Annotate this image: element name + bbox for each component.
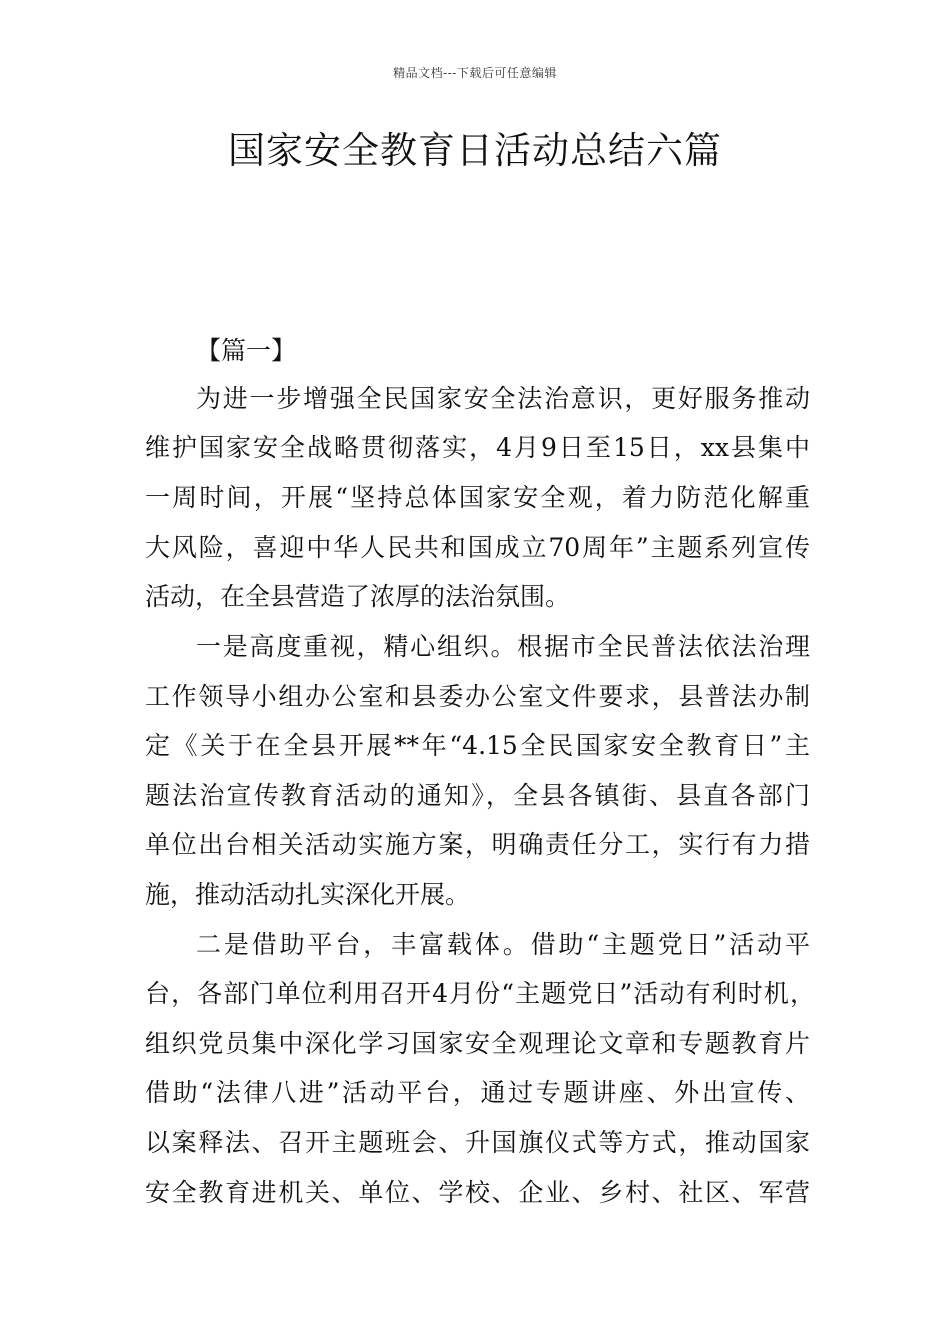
paragraph-line: 二是借助平台，丰富载体。借助“主题党日”活动平 xyxy=(196,930,810,959)
paragraph-line: 组织党员集中深化学习国家安全观理论文章和专题教育片 xyxy=(145,1029,810,1058)
paragraph-line: 一周时间，开展“坚持总体国家安全观，着力防范化解重 xyxy=(145,483,810,512)
paragraph-line: 以案释法、召开主题班会、升国旗仪式等方式，推动国家 xyxy=(145,1128,810,1157)
paragraph-line: 定《关于在全县开展**年“4.15全民国家安全教育日”主 xyxy=(145,731,810,760)
paragraph-line: 借助“法律八进”活动平台，通过专题讲座、外出宣传、 xyxy=(145,1078,810,1107)
paragraph-line: 维护国家安全战略贯彻落实，4月9日至15日，xx县集中 xyxy=(145,433,810,462)
paragraph-line: 题法治宣传教育活动的通知》，全县各镇街、县直各部门 xyxy=(145,781,810,810)
paragraph-line: 一是高度重视，精心组织。根据市全民普法依法治理 xyxy=(196,632,810,661)
paragraph-line: 安全教育进机关、单位、学校、企业、乡村、社区、军营 xyxy=(145,1178,810,1207)
paragraph-line: 工作领导小组办公室和县委办公室文件要求，县普法办制 xyxy=(145,682,810,711)
paragraph-line: 单位出台相关活动实施方案，明确责任分工，实行有力措 xyxy=(145,830,810,859)
paragraph-line: 台，各部门单位利用召开4月份“主题党日”活动有利时机， xyxy=(145,979,815,1008)
section-heading: 【篇一】 xyxy=(196,336,297,365)
document-title: 国家安全教育日活动总结六篇 xyxy=(228,129,722,172)
paragraph-line: 施，推动活动扎实深化开展。 xyxy=(145,880,471,909)
paragraph-line: 大风险，喜迎中华人民共和国成立70周年”主题系列宣传 xyxy=(145,533,810,562)
header-note: 精品文档---下载后可任意编辑 xyxy=(393,66,557,80)
paragraph-line: 活动，在全县营造了浓厚的法治氛围。 xyxy=(145,582,571,611)
paragraph-line: 为进一步增强全民国家安全法治意识，更好服务推动 xyxy=(196,384,810,413)
